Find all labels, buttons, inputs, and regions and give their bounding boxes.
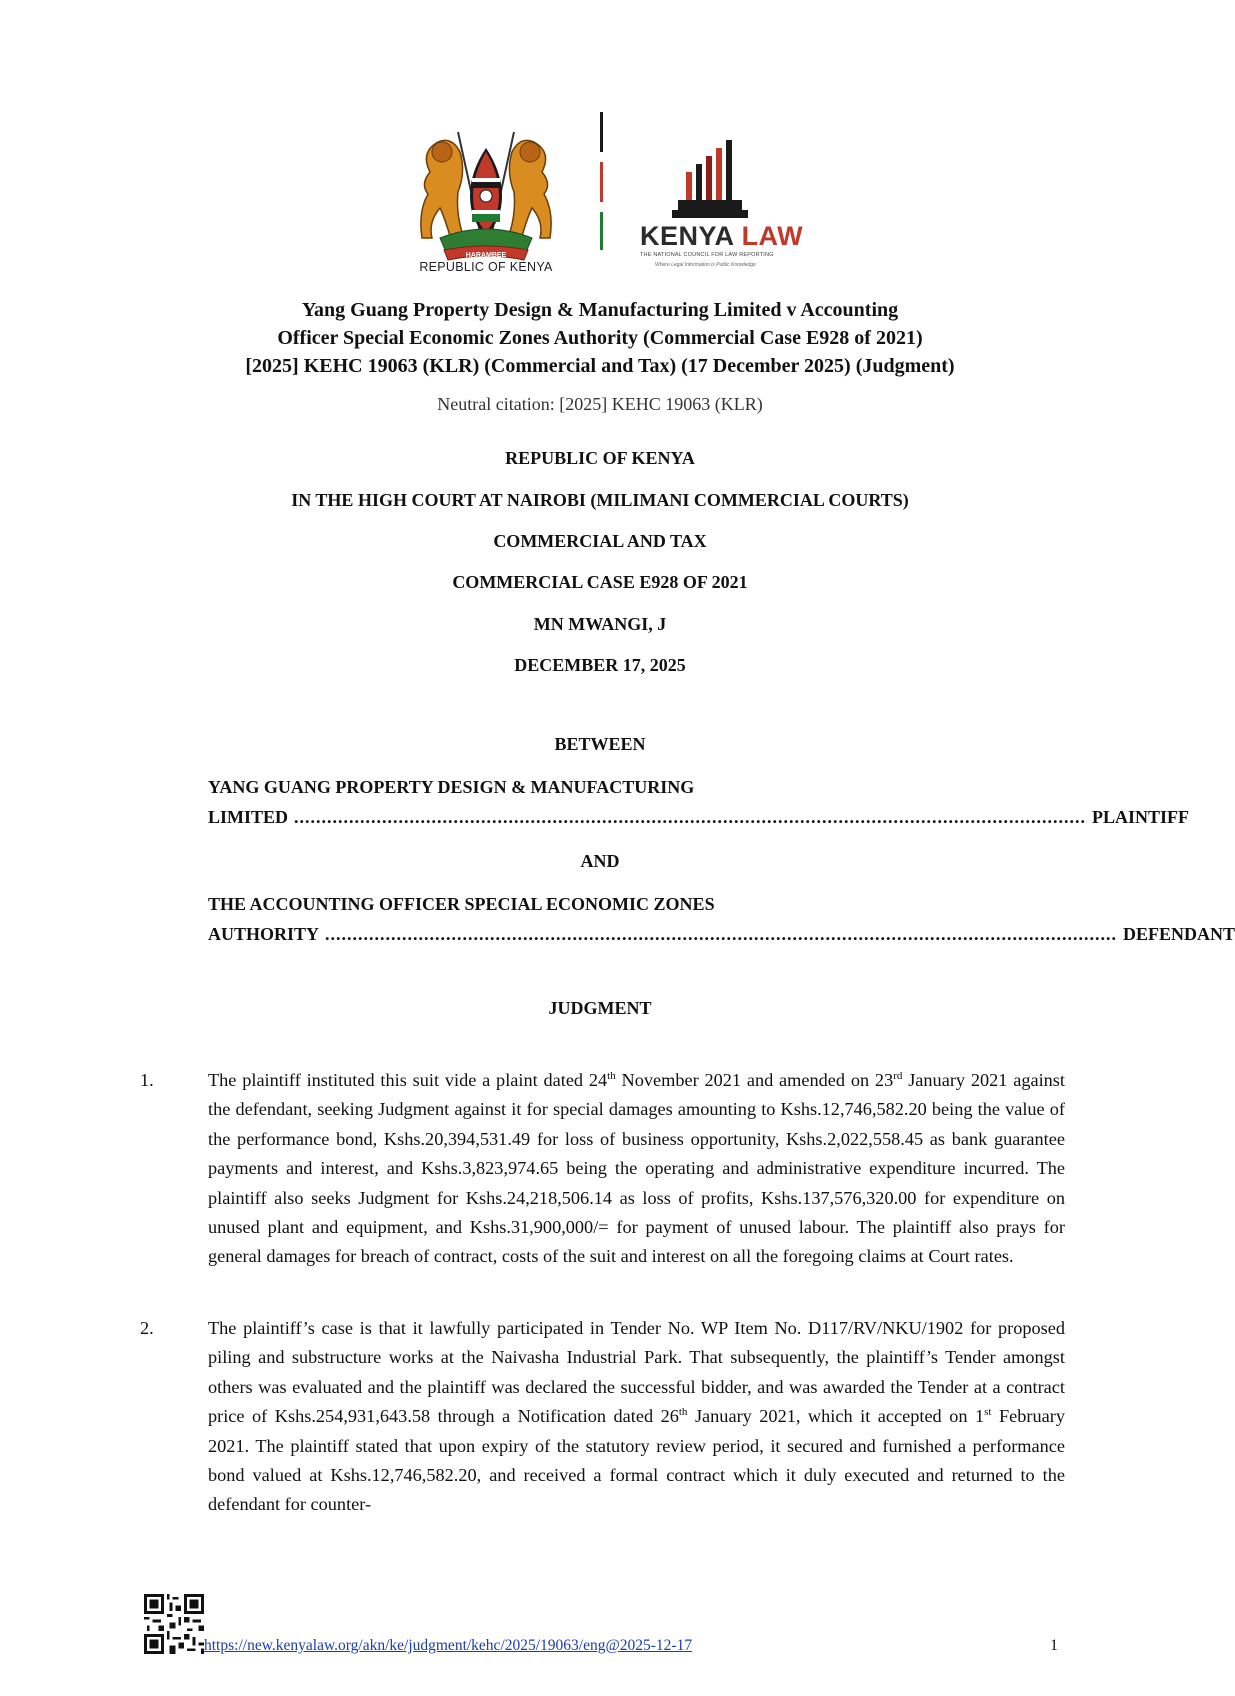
division-heading: COMMERCIAL AND TAX [493,531,707,551]
case-title-line-3: [2025] KEHC 19063 (KLR) (Commercial and Tax) (17 December 2025) (Judgment) [245,355,955,377]
judgment-url-link[interactable]: https://new.kenyalaw.org/akn/ke/judgment/kehc/2025/19063/eng@2025-12-17 [204,1637,693,1654]
page-number: 1 [1050,1637,1058,1654]
ordinal-suffix: st [984,1406,992,1419]
divider-gap [600,152,603,162]
paragraph-text-part: The plaintiff instituted this suit vide a plaint dated 24 [208,1070,608,1090]
header-logos [0,112,1200,282]
case-title-line-1: Yang Guang Property Design & Manufacturing Limited v Accounting [301,299,899,321]
paragraph-text-part: The plaintiff’s case is that it lawfully participated in Tender No. WP Item No. D117/RV/NKU/1902 for proposed piling and substructure works at the Naivasha Industrial Park. That subsequently, the plaintiff’s Tender amongst others was evaluated and the plaintiff was declared the successful bidder, and was awarded the Tender at a contract price of Kshs.254,931,643.58 through a Notification dated 26 [208,1318,1065,1427]
kenya-law-slogan: Where Legal Information is Public Knowledge [655,262,756,268]
kenya-law-word-1: KENYA [640,221,734,251]
between-heading: BETWEEN [554,734,646,754]
ordinal-suffix: th [607,1069,616,1082]
kenya-coat-of-arms-logo [410,112,562,282]
kenya-law-word-2: LAW [741,221,804,251]
defendant-leader-dots: ................................................................................................................................................ [325,924,1118,944]
paragraph-text-part: January 2021, which it accepted on 1 [687,1406,985,1427]
ordinal-suffix: rd [893,1069,903,1082]
defendant-role: DEFENDANT [1123,924,1235,944]
plaintiff-role: PLAINTIFF [1092,807,1190,827]
paragraph-number: 1. [140,1070,154,1090]
paragraph-text-part: January 2021 against the defendant, seeking Judgment against it for special damages amounting to Kshs.12,746,582.20 being the value of the performance bond, Kshs.20,394,531.49 for loss of business opportunity, Kshs.2,022,558.45 as bank guarantee payments and interest, and Kshs.3,823,974.65 being the operating and administrative expenditure incurred. The plaintiff also seeks Judgment for Kshs.24,218,506.14 as loss of profits, Kshs.137,576,320.00 for expenditure on unused plant and equipment, and Kshs.31,900,000/= for payment of unused labour. The plaintiff also prays for general damages for breach of contract, costs of the suit and interest on all the foregoing claims at Court rates. [208,1070,1065,1267]
date-heading: DECEMBER 17, 2025 [514,655,686,675]
logo-divider [600,112,603,272]
coat-of-arms-caption: REPUBLIC OF KENYA [419,260,553,274]
court-heading: IN THE HIGH COURT AT NAIROBI (MILIMANI COMMERCIAL COURTS) [291,490,909,510]
kenya-law-wordmark [640,221,803,252]
judge-heading: MN MWANGI, J [533,614,667,634]
divider-green-segment [600,212,603,250]
defendant-name-line-1: THE ACCOUNTING OFFICER SPECIAL ECONOMIC ZONES [208,894,715,914]
republic-heading: REPUBLIC OF KENYA [505,448,695,468]
motto-text: HARAMBEE [465,252,507,259]
paragraph-text [208,1314,1065,1520]
paragraph-text-part: February 2021. The plaintiff stated that upon expiry of the statutory review period, it secured and furnished a performance bond valued at Kshs.12,746,582.20, and received a formal contract which it duly executed and returned to the defendant for counter- [208,1406,1065,1515]
case-title [150,296,1050,380]
divider-gap [600,202,603,212]
plaintiff-name-line-2: LIMITED [208,807,289,827]
plaintiff-leader-dots: ................................................................................................................................................ [294,807,1087,827]
kenya-law-tagline: THE NATIONAL COUNCIL FOR LAW REPORTING [640,252,774,258]
judgment-heading: JUDGMENT [548,998,652,1018]
and-heading: AND [580,851,620,871]
divider-red-segment [600,162,603,202]
defendant-block [208,889,1235,949]
plaintiff-block [208,772,1190,832]
plaintiff-name-line-1: YANG GUANG PROPERTY DESIGN & MANUFACTURING [208,777,695,797]
paragraph-text-part: November 2021 and amended on 23 [615,1070,894,1090]
paragraph-text [208,1066,1065,1272]
ordinal-suffix: th [678,1406,688,1419]
divider-black-segment [600,112,603,152]
defendant-name-line-2: AUTHORITY [208,924,320,944]
qr-code-icon [144,1594,204,1654]
case-title-line-2: Officer Special Economic Zones Authority (Commercial Case E928 of 2021) [277,327,923,349]
case-number-heading: COMMERCIAL CASE E928 OF 2021 [452,572,748,592]
paragraph-number: 2. [140,1318,154,1338]
neutral-citation: Neutral citation: [2025] KEHC 19063 (KLR) [437,394,763,414]
